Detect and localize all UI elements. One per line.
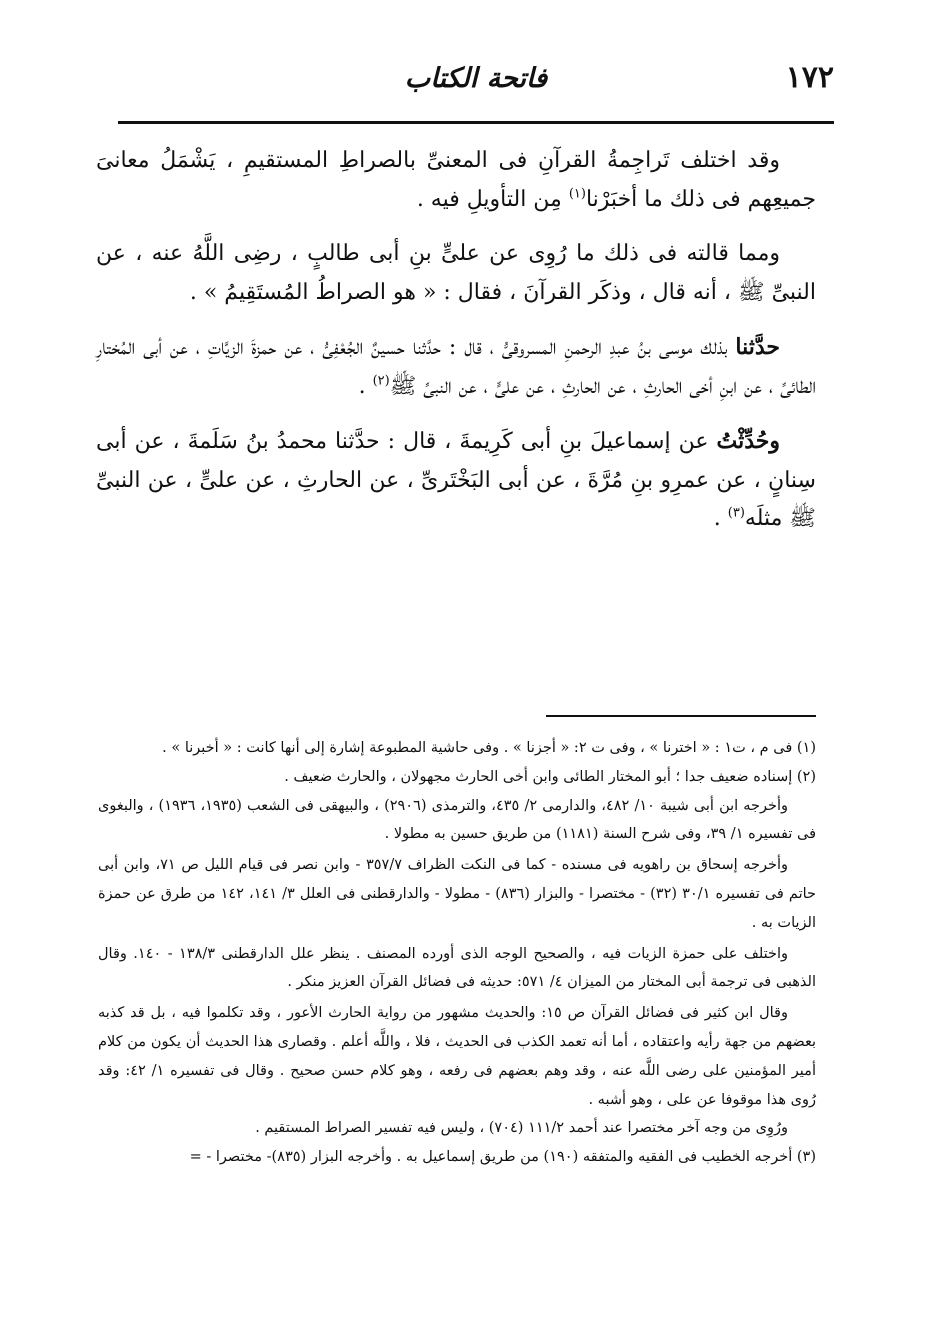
running-title: فاتحة الكتاب bbox=[404, 63, 548, 94]
page-number: ١٧٢ bbox=[785, 60, 834, 95]
main-text bbox=[96, 142, 816, 555]
footnote-2-part-6: ورُوِى من وجه آخر مختصرا عند أحمد ١١١/٢ (٧٠٤) ، وليس فيه تفسير الصراط المستقيم . bbox=[255, 1120, 788, 1137]
footnote-2-part-3: وأخرجه إسحاق بن راهويه فى مسنده - كما فى النكت الظراف ٣٥٧/٧ - وابن نصر فى قيام الليل ص ٧١، وابن أبى حاتم فى تفسيره ٣٠/١ (٣٢) - مختصرا - والبزار (٨٣٦) - مطولا - والدارقطنى فى العلل ٣/ ١٤١، ١٤٢ من طرق عن حمزة الزيات به . bbox=[98, 857, 816, 931]
paragraph-2-text: ومما قالته فى ذلك ما رُوِى عن علىٍّ بنِ أبى طالبٍ ، رضِى اللَّهُ عنه ، عن النبىِّ ﷺ ، أنه قال ، وذكَر القرآنَ ، فقال : « هو الصراطُ المُستَقِيمُ » . bbox=[96, 241, 816, 305]
paragraph-3-end: . bbox=[358, 373, 373, 399]
footnote-ref-1: (١) bbox=[568, 186, 586, 202]
header-rule bbox=[118, 121, 834, 124]
page-header bbox=[118, 52, 834, 112]
paragraph-4-text: عن إسماعيلَ بنِ أبى كَرِيمةَ ، قال : حدَّثنا محمدُ بنُ سَلَمةَ ، عن أبى سِنانٍ ، عن عمرِو بنِ مُرَّةَ ، عن أبى البَخْتَرىِّ ، عن الحارثِ ، عن علىٍّ ، عن النبىِّ ﷺ مثلَه bbox=[96, 429, 816, 531]
paragraph-3 bbox=[96, 328, 816, 406]
footnote-2-part-2: وأخرجه ابن أبى شيبة ١٠/ ٤٨٢، والدارمى ٢/ ٤٣٥، والترمذى (٢٩٠٦) ، والبيهقى فى الشعب (١٩٣٥، ١٩٣٦) ، والبغوى فى تفسيره ١/ ٣٩، وفى شرح السنة (١١٨١) من طريق حسين به مطولا . bbox=[98, 797, 816, 843]
footnote-3: (٣) أخرجه الخطيب فى الفقيه والمتفقه (١٩٠) من طريق إسماعيل به . وأخرجه البزار (٨٣٥)- مختصرا - = bbox=[189, 1149, 816, 1166]
paragraph-1-text: وقد اختلف تَراجِمةُ القرآنِ فى المعنىِّ بالصراطِ المستقيمِ ، يَشْمَلُ معانىَ جميعِهم فى ذلك ما أخبَرْنا bbox=[96, 148, 816, 212]
paragraph-1-end: مِن التأويلِ فيه . bbox=[416, 186, 569, 212]
paragraph-3-lead: حدَّثنا bbox=[735, 334, 780, 360]
paragraph-4-lead: وحُدِّثْتُ bbox=[716, 428, 780, 454]
footnote-2: (٢) إسناده ضعيف جدا ؛ أبو المختار الطائى وابن أخى الحارث مجهولان ، والحارث ضعيف . bbox=[284, 768, 816, 785]
paragraph-1 bbox=[96, 142, 816, 219]
paragraph-4 bbox=[96, 422, 816, 539]
footnote-ref-2: (٢) bbox=[372, 373, 390, 389]
paragraph-3-text: بذلك موسى بنُ عبدِ الرحمنِ المسروقىُّ ، قال : حدَّثنا حسينٌ الجُعْفِىُّ ، عن حمزةَ الزيَّاتِ ، عن أبى المُختارِ الطائىِّ ، عن ابنِ أخى الحارثِ ، عن الحارثِ ، عن علىٍّ ، عن النبىِّ ﷺ bbox=[96, 335, 816, 399]
paragraph-2 bbox=[96, 235, 816, 312]
footnote-2-part-5: وقال ابن كثير فى فضائل القرآن ص ١٥: والحديث مشهور من رواية الحارث الأعور ، وقد تكلموا فيه ، بل قد كذبه بعضهم من جهة رأيه واعتقاده ، أما أنه تعمد الكذب فى الحديث ، فلا ، واللَّه أعلم . وقصارى هذا الحديث أن يكون من كلام أمير المؤمنين على رضى اللَّه عنه ، وقد وهم بعضهم فى رفعه ، وهو كلام حسن صحيح . وقال فى تفسيره ١/ ٤٢: وقد رُوى هذا موقوفا عن على ، وهو أشبه . bbox=[98, 1005, 816, 1108]
footnote-1: (١) فى م ، ت١ : « اخترنا » ، وفى ت ٢: « أجزنا » . وفى حاشية المطبوعة إشارة إلى أنها كانت : « أخبرنا » . bbox=[162, 740, 816, 756]
paragraph-4-end: . bbox=[713, 506, 728, 531]
footnotes bbox=[98, 734, 816, 1172]
footnote-separator bbox=[546, 715, 816, 717]
footnote-2-part-4: واختلف على حمزة الزيات فيه ، والصحيح الوجه الذى أورده المصنف . ينظر علل الدارقطنى ١٣٨/٣ - ١٤٠. وقال الذهبى فى ترجمة أبى المختار من الميزان ٤/ ٥٧١: حديثه فى فضائل القرآن العزيز منكر . bbox=[98, 945, 816, 991]
footnote-ref-3: (٣) bbox=[727, 505, 745, 521]
